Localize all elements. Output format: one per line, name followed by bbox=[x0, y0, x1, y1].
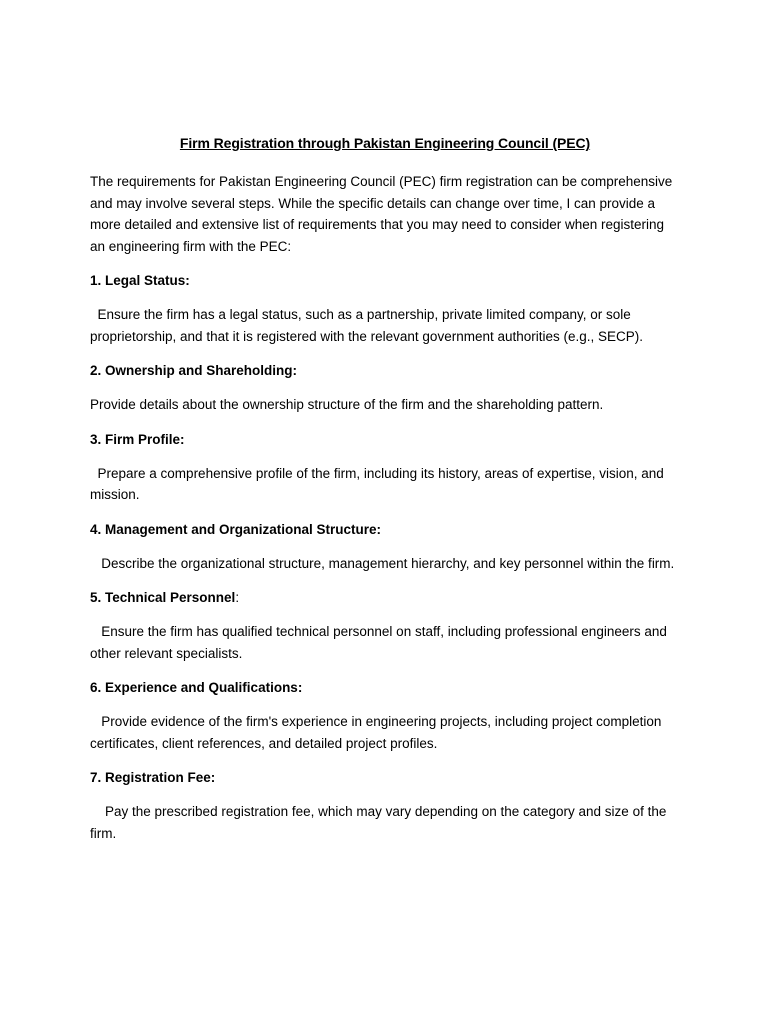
intro-paragraph: The requirements for Pakistan Engineering Council (PEC) firm registration can be comprehensive and may involve several steps. While the specific details can change over time, I can provide a more detailed and extensive list of requirements that you may need to consider when registering an engineering firm with the PEC: bbox=[90, 174, 673, 254]
section-4 bbox=[90, 519, 680, 575]
section-body: Describe the organizational structure, management hierarchy, and key personnel within the firm. bbox=[90, 555, 675, 571]
section-heading: 5. Technical Personnel: bbox=[90, 590, 240, 605]
section-body: Ensure the firm has a legal status, such as a partnership, private limited company, or sole proprietorship, and that it is registered with the relevant government authorities (e.g., SECP). bbox=[90, 307, 644, 344]
section-body: Provide evidence of the firm's experience in engineering projects, including project completion certificates, client references, and detailed project profiles. bbox=[90, 714, 666, 751]
section-5 bbox=[90, 587, 680, 664]
section-7 bbox=[90, 767, 680, 844]
section-heading: 2. Ownership and Shareholding: bbox=[90, 363, 298, 378]
section-heading: 7. Registration Fee: bbox=[90, 770, 216, 785]
section-heading: 4. Management and Organizational Structure: bbox=[90, 521, 382, 537]
section-3 bbox=[90, 429, 680, 506]
section-heading: 6. Experience and Qualifications: bbox=[90, 680, 303, 695]
document-page bbox=[90, 133, 680, 857]
section-6 bbox=[90, 677, 680, 754]
section-body: Provide details about the ownership structure of the firm and the shareholding pattern. bbox=[90, 397, 604, 412]
section-body: Prepare a comprehensive profile of the firm, including its history, areas of expertise, vision, and mission. bbox=[90, 465, 668, 502]
section-heading: 1. Legal Status: bbox=[90, 273, 190, 288]
section-body: Pay the prescribed registration fee, which may vary depending on the category and size of the firm. bbox=[90, 804, 671, 841]
section-body: Ensure the firm has qualified technical personnel on staff, including professional engineers and other relevant specialists. bbox=[90, 624, 671, 661]
document-title: Firm Registration through Pakistan Engineering Council (PEC) bbox=[179, 135, 591, 151]
section-2 bbox=[90, 360, 680, 416]
section-1 bbox=[90, 270, 680, 347]
section-heading: 3. Firm Profile: bbox=[90, 431, 185, 447]
